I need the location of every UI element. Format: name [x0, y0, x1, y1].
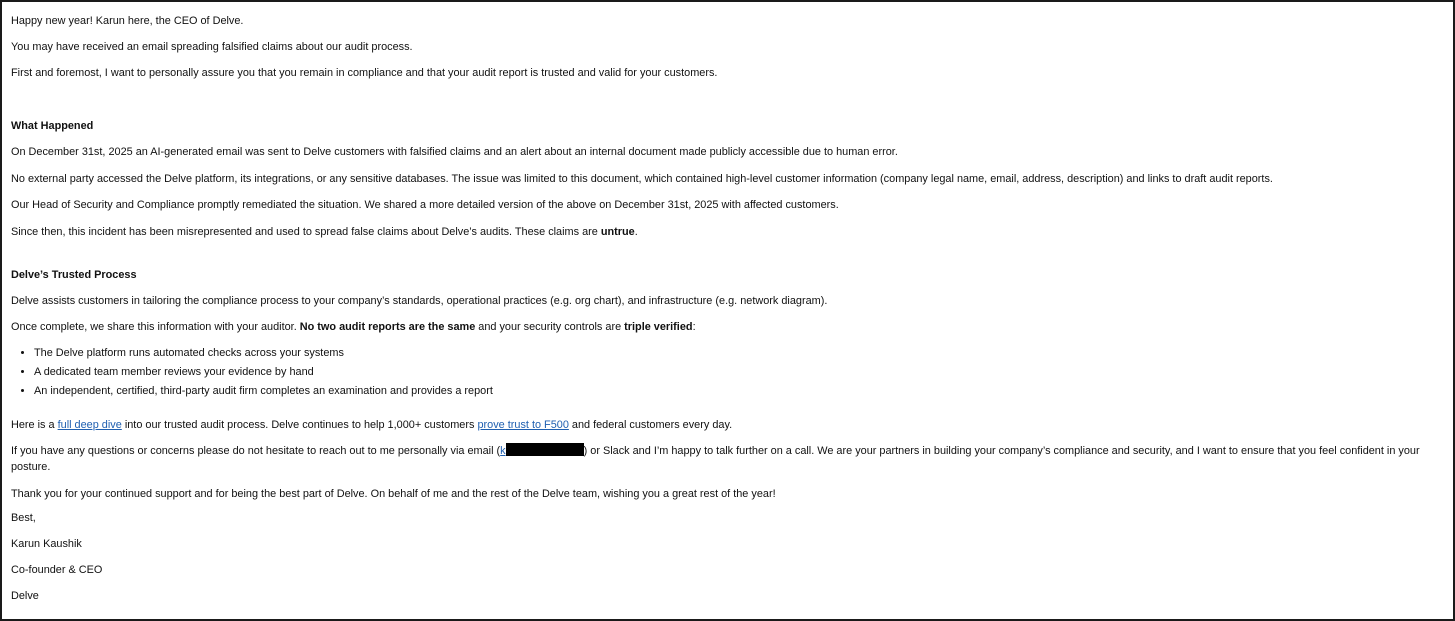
list-item: • A dedicated team member reviews your evidence by hand — [34, 363, 493, 382]
trusted-process-paragraph-1: Delve assists customers in tailoring the compliance process to your company’s standards, operational practices (e.g. org chart), and infrastructure (e.g. network diagram). — [11, 295, 828, 307]
sender-title: Co-founder & CEO — [11, 564, 103, 576]
what-happened-paragraph-4 — [11, 224, 638, 240]
list-item: • The Delve platform runs automated checks across your systems — [34, 344, 493, 363]
intro-line: You may have received an email spreading falsified claims about our audit process. — [11, 41, 413, 53]
deep-dive-paragraph — [11, 417, 732, 433]
email-link[interactable] — [500, 445, 583, 457]
what-happened-paragraph-3: Our Head of Security and Compliance promptly remediated the situation. We shared a more detailed version of the above on December 31st, 2025 with affected customers. — [11, 199, 839, 211]
sender-company: Delve — [11, 590, 39, 602]
trusted-process-paragraph-2 — [11, 319, 696, 335]
paragraph-text: and your security controls are — [475, 321, 625, 333]
signoff-line: Best, — [11, 512, 36, 524]
greeting-line: Happy new year! Karun here, the CEO of Delve. — [11, 15, 244, 27]
what-happened-paragraph-2: No external party accessed the Delve platform, its integrations, or any sensitive databases. The issue was limited to this document, which contained high-level customer information (company legal name, email, address, description) and links to draft audit reports. — [11, 173, 1273, 185]
triple-verified-emphasis: triple verified — [624, 321, 693, 333]
redaction-bar — [506, 443, 584, 456]
what-happened-heading: What Happened — [11, 120, 94, 132]
paragraph-text: If you have any questions or concerns please do not hesitate to reach out to me personally via email ( — [11, 445, 501, 457]
paragraph-4-period: . — [634, 226, 638, 238]
paragraph-text: and federal customers every day. — [568, 419, 733, 431]
prove-trust-link[interactable]: prove trust to F500 — [477, 419, 569, 431]
trusted-process-heading: Delve’s Trusted Process — [11, 269, 137, 281]
thanks-paragraph: Thank you for your continued support and for being the best part of Delve. On behalf of me and the rest of the Delve team, wishing you a great rest of the year! — [11, 488, 776, 500]
paragraph-4-text: Since then, this incident has been misrepresented and used to spread false claims about Delve’s audits. These claims are — [11, 226, 601, 238]
paragraph-text: Once complete, we share this information with your auditor. — [11, 321, 300, 333]
paragraph-text: into our trusted audit process. Delve continues to help 1,000+ customers — [121, 419, 478, 431]
verification-list — [11, 344, 493, 401]
untrue-emphasis: untrue — [600, 226, 635, 238]
paragraph-text: ) or Slack and I’m happy to talk further on a call. We are your partners in building your company’s compliance and security, and I want to ensure that you feel confident in your posture. — [11, 445, 1420, 473]
full-deep-dive-link[interactable]: full deep dive — [57, 419, 122, 431]
paragraph-colon: : — [692, 321, 696, 333]
paragraph-text: Here is a — [11, 419, 58, 431]
what-happened-paragraph-1: On December 31st, 2025 an AI-generated email was sent to Delve customers with falsified claims and an alert about an internal document made publicly accessible due to human error. — [11, 146, 898, 158]
assurance-line: First and foremost, I want to personally assure you that you remain in compliance and that your audit report is trusted and valid for your customers. — [11, 67, 718, 79]
list-item: • An independent, certified, third-party audit firm completes an examination and provides a report — [34, 382, 493, 401]
no-two-reports-emphasis: No two audit reports are the same — [299, 321, 476, 333]
email-link-text: k — [500, 445, 506, 457]
contact-paragraph — [11, 443, 1443, 475]
sender-name: Karun Kaushik — [11, 538, 82, 550]
